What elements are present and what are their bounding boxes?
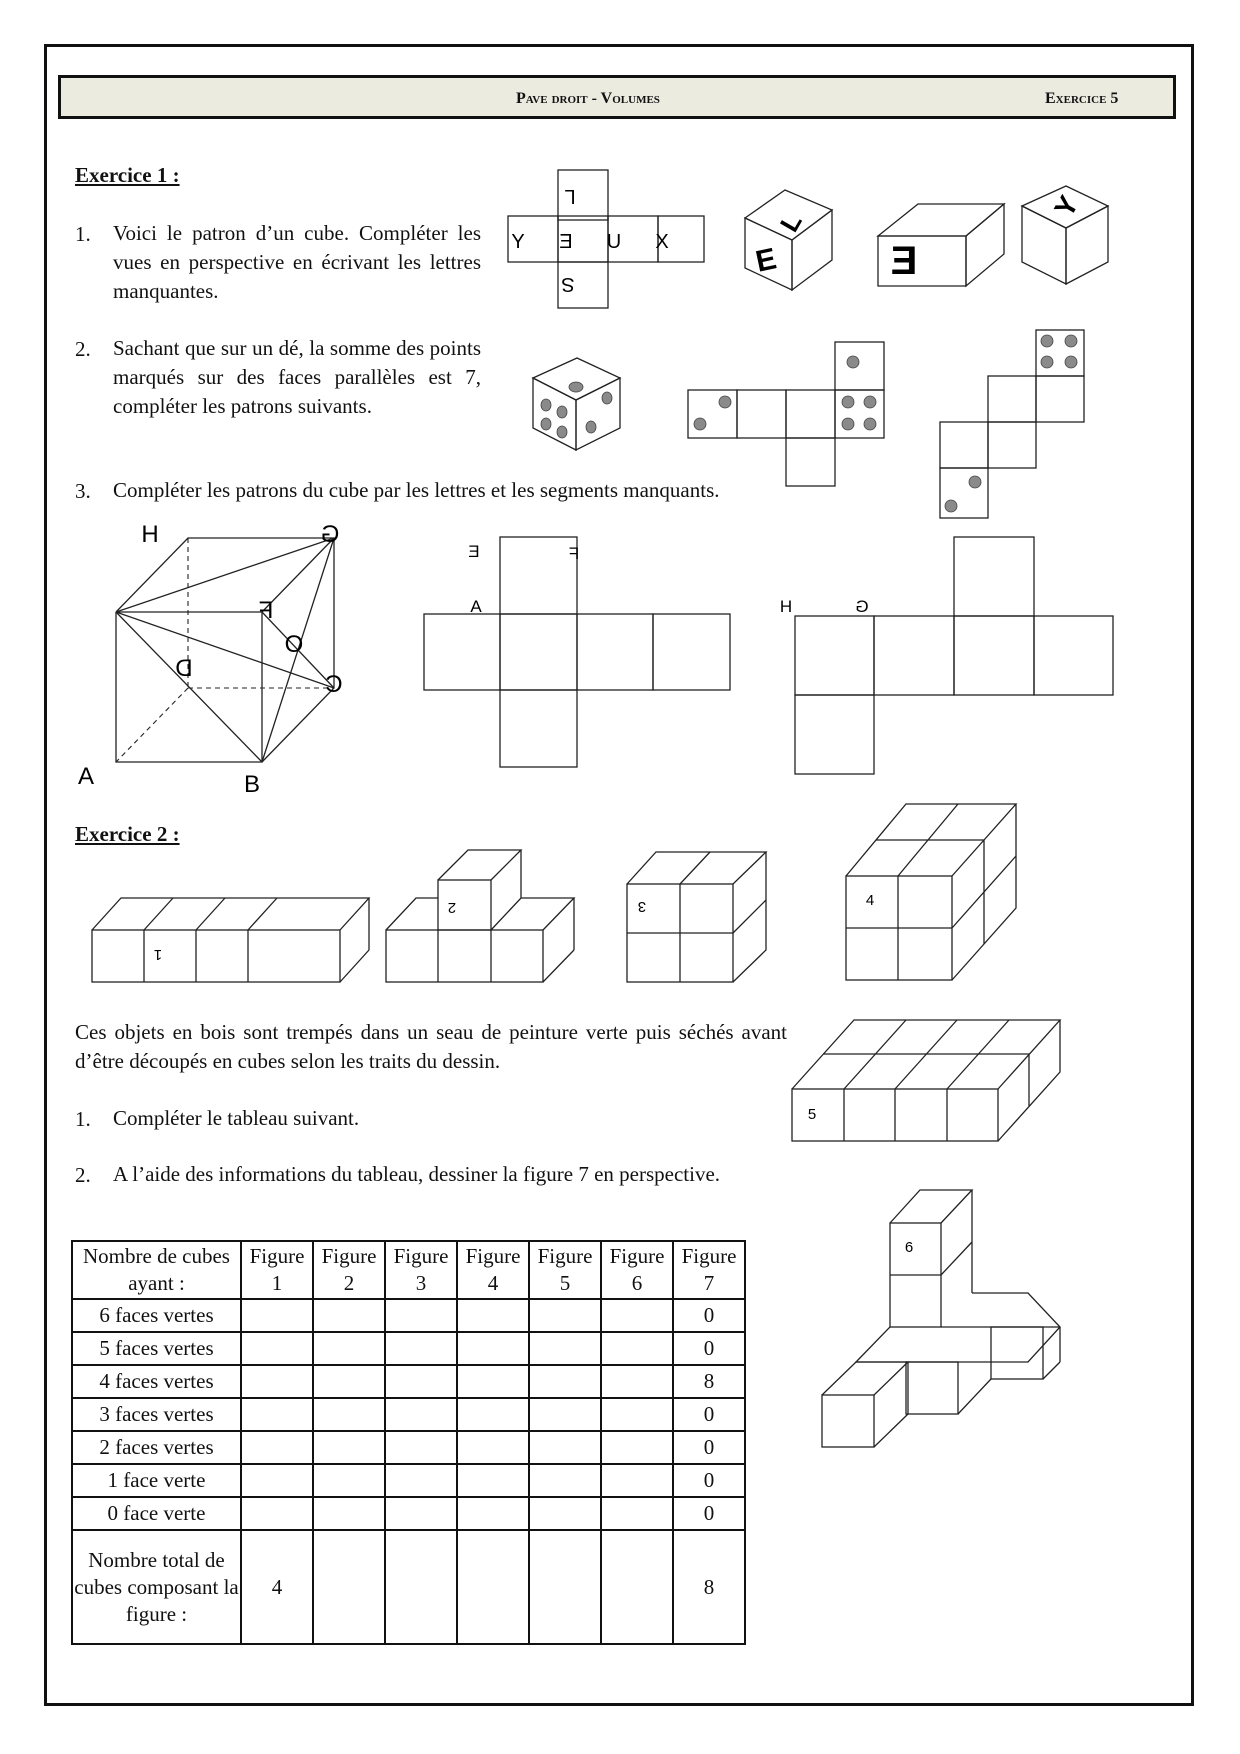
table-cell[interactable]: [313, 1464, 385, 1497]
table-cell[interactable]: [529, 1299, 601, 1332]
cube-a-left-letter: E: [752, 242, 780, 279]
table-cell[interactable]: [385, 1332, 457, 1365]
net2-label-e: E: [468, 542, 480, 561]
table-cell[interactable]: [313, 1398, 385, 1431]
cube-vertex-g: G: [320, 521, 340, 548]
net-letter-left: Y: [511, 231, 525, 253]
table-cell: 8: [673, 1530, 745, 1644]
ex1-item3-text: Compléter les patrons du cube par les lettres et les segments manquants.: [113, 478, 720, 502]
table-cell[interactable]: [313, 1299, 385, 1332]
table-row: [72, 1464, 745, 1497]
cube-vertex-c: C: [325, 671, 343, 698]
table-cell[interactable]: [385, 1398, 457, 1431]
table-cell[interactable]: [313, 1431, 385, 1464]
table-cell[interactable]: [457, 1464, 529, 1497]
table-total-row: [72, 1530, 745, 1644]
cube-vertex-a: A: [77, 763, 95, 790]
row-label: 0 face verte: [72, 1497, 241, 1530]
table-cell[interactable]: [457, 1431, 529, 1464]
table-cell: 0: [673, 1299, 745, 1332]
ex2-item1-num: 1.: [75, 1107, 91, 1131]
col-header-3: Figure 3: [385, 1241, 457, 1299]
ex2-title: Exercice 2 :: [75, 822, 180, 846]
table-cell: 0: [673, 1431, 745, 1464]
row-label: 1 face verte: [72, 1464, 241, 1497]
ex2-intro: Ces objets en bois sont trempés dans un seau de peinture verte puis séchés avant d’être découpés en cubes selon les traits du dessin.: [75, 1020, 787, 1073]
ex2-item2-text: A l’aide des informations du tableau, dessiner la figure 7 en perspective.: [113, 1162, 721, 1186]
table-cell[interactable]: [457, 1530, 529, 1644]
net-letter-bottom: S: [561, 273, 575, 295]
table-row: [72, 1497, 745, 1530]
table-cell[interactable]: [529, 1431, 601, 1464]
cube-vertex-b: B: [243, 771, 261, 798]
net-letter-far: X: [655, 231, 669, 253]
table-cell[interactable]: [241, 1299, 313, 1332]
cube-vertex-d: D: [175, 655, 193, 682]
table-cell[interactable]: [385, 1299, 457, 1332]
table-cell[interactable]: [241, 1398, 313, 1431]
ex2-item1-text: Compléter le tableau suivant.: [113, 1106, 360, 1130]
table-cell[interactable]: [529, 1398, 601, 1431]
col-header-1: Figure 1: [241, 1241, 313, 1299]
row-label: 5 faces vertes: [72, 1332, 241, 1365]
net-letter-middle: E: [559, 231, 573, 253]
table-cell[interactable]: [457, 1299, 529, 1332]
table-row: [72, 1398, 745, 1431]
table-row: [72, 1365, 745, 1398]
table-cell[interactable]: [385, 1530, 457, 1644]
table-cell[interactable]: [529, 1530, 601, 1644]
table-cell[interactable]: [601, 1431, 673, 1464]
table-cell[interactable]: [457, 1497, 529, 1530]
cube-c-top-letter: Y: [1048, 190, 1085, 223]
table-cell[interactable]: [457, 1398, 529, 1431]
ex1-item1-num: 1.: [75, 222, 91, 246]
figure-5-number: 5: [807, 1106, 817, 1123]
table-cell[interactable]: [241, 1464, 313, 1497]
col-header-2: Figure 2: [313, 1241, 385, 1299]
table-cell[interactable]: [241, 1332, 313, 1365]
net-letter-right: U: [606, 231, 622, 253]
row-label: 2 faces vertes: [72, 1431, 241, 1464]
table-cell[interactable]: [529, 1464, 601, 1497]
cube-vertex-f: F: [258, 597, 274, 624]
table-cell[interactable]: [529, 1365, 601, 1398]
table-cell[interactable]: [313, 1365, 385, 1398]
table-cell[interactable]: [601, 1497, 673, 1530]
col-header-7: Figure 7: [673, 1241, 745, 1299]
table-cell[interactable]: [241, 1497, 313, 1530]
table-cell[interactable]: [313, 1332, 385, 1365]
cube-b-front-letter: E: [890, 239, 918, 283]
table-cell[interactable]: [241, 1431, 313, 1464]
table-cell[interactable]: [457, 1365, 529, 1398]
table-cell: 0: [673, 1464, 745, 1497]
col-header-4: Figure 4: [457, 1241, 529, 1299]
total-label: Nombre total de cubes composant la figure :: [72, 1530, 241, 1644]
table-cell[interactable]: [313, 1497, 385, 1530]
header-title: Pave droit - Volumes: [516, 90, 660, 107]
cube-vertex-o: O: [284, 631, 304, 658]
table-cell[interactable]: [457, 1332, 529, 1365]
ex1-item2-num: 2.: [75, 337, 91, 361]
header-exercise: Exercice 5: [1045, 90, 1119, 107]
table-cell[interactable]: [385, 1497, 457, 1530]
ex1-item2-text: Sachant que sur un dé, la somme des points marqués sur des faces parallèles est 7, compléter les patrons suivants.: [113, 336, 481, 418]
table-cell[interactable]: [529, 1497, 601, 1530]
table-cell: 0: [673, 1398, 745, 1431]
table-corner: Nombre de cubes ayant :: [72, 1241, 241, 1299]
ex1-title: Exercice 1 :: [75, 163, 180, 187]
cube-vertex-h: H: [141, 521, 159, 548]
table-cell[interactable]: [601, 1530, 673, 1644]
row-label: 6 faces vertes: [72, 1299, 241, 1332]
table-cell[interactable]: [385, 1464, 457, 1497]
ex2-item2-num: 2.: [75, 1163, 91, 1187]
table-cell[interactable]: [601, 1398, 673, 1431]
table-cell[interactable]: [313, 1530, 385, 1644]
table-cell[interactable]: [529, 1332, 601, 1365]
col-header-6: Figure 6: [601, 1241, 673, 1299]
table-cell[interactable]: [601, 1365, 673, 1398]
row-label: 4 faces vertes: [72, 1365, 241, 1398]
results-table: [71, 1240, 746, 1645]
table-cell[interactable]: [601, 1299, 673, 1332]
table-cell: 4: [241, 1530, 313, 1644]
figure-1-number: 1: [153, 946, 163, 963]
figure-4-number: 4: [865, 892, 875, 909]
cube-a-top-letter: L: [773, 208, 808, 237]
row-label: 3 faces vertes: [72, 1398, 241, 1431]
table-cell[interactable]: [601, 1464, 673, 1497]
net2-label-f: F: [568, 544, 580, 563]
net2-label-a: A: [470, 597, 482, 616]
ex1-item1-text: Voici le patron d’un cube. Compléter les vues en perspective en écrivant les lettres manquantes.: [113, 221, 481, 303]
table-cell: 0: [673, 1497, 745, 1530]
figure-6-number: 6: [904, 1239, 914, 1256]
net3-label-g: G: [855, 597, 869, 616]
table-cell[interactable]: [601, 1332, 673, 1365]
table-cell[interactable]: [241, 1365, 313, 1398]
figure-3-number: 3: [637, 898, 647, 915]
figure-2-number: 2: [447, 899, 457, 916]
table-cell[interactable]: [385, 1365, 457, 1398]
net3-label-h: H: [779, 597, 793, 616]
table-row: [72, 1299, 745, 1332]
table-cell: 8: [673, 1365, 745, 1398]
table-row: [72, 1431, 745, 1464]
table-cell[interactable]: [385, 1431, 457, 1464]
ex1-item3-num: 3.: [75, 479, 91, 503]
table-cell: 0: [673, 1332, 745, 1365]
col-header-5: Figure 5: [529, 1241, 601, 1299]
table-row: [72, 1332, 745, 1365]
net-letter-top: L: [564, 185, 576, 207]
table-header-row: [72, 1241, 745, 1299]
